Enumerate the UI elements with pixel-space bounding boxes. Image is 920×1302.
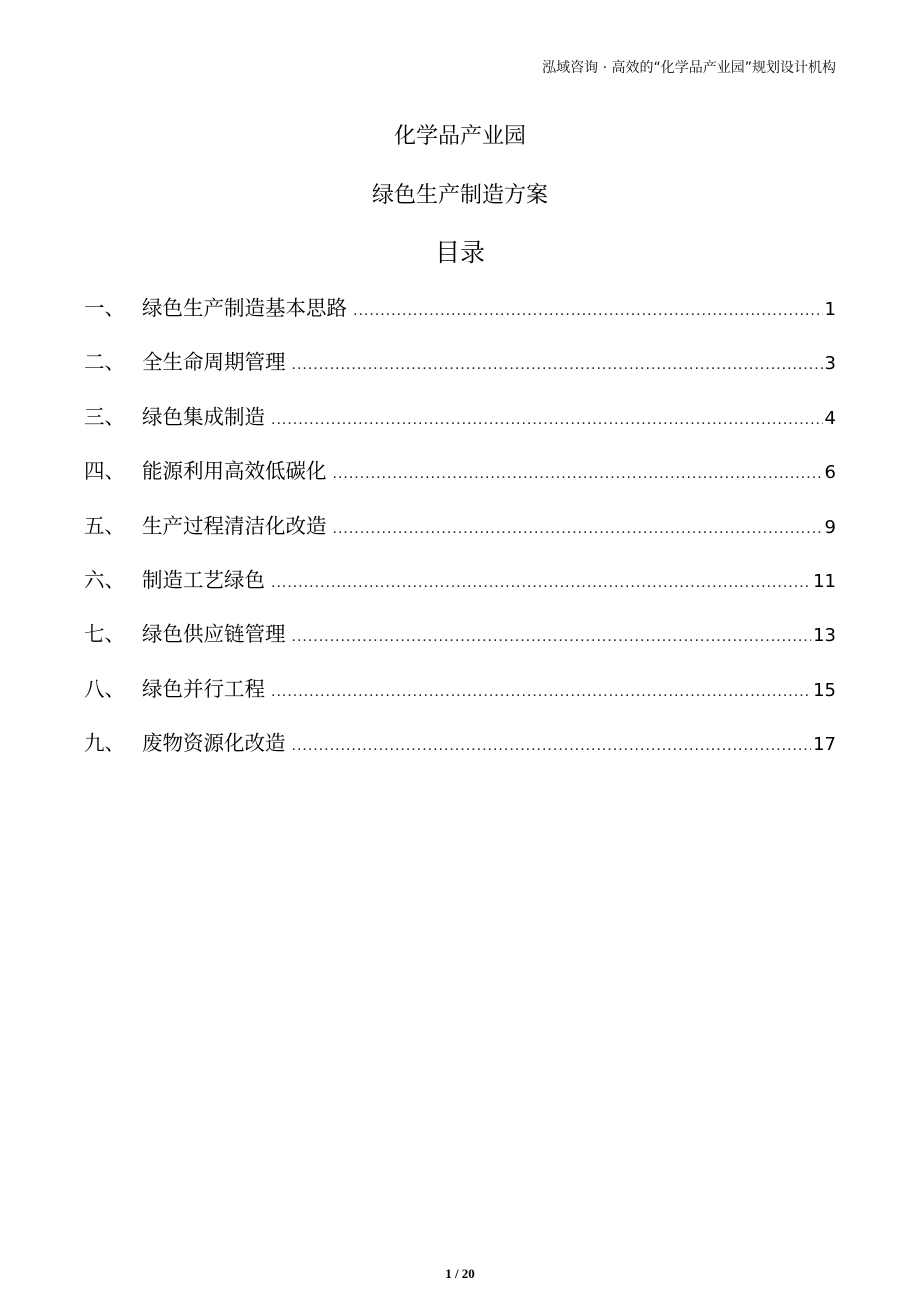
toc-dot-leader xyxy=(292,620,812,654)
toc-dot-leader xyxy=(271,675,811,709)
page-number: 1 / 20 xyxy=(445,1266,475,1281)
toc-entry-number: 六、 xyxy=(84,567,125,592)
toc-entry-page: 4 xyxy=(824,407,836,429)
toc-entry-label: 绿色供应链管理 xyxy=(142,622,286,647)
toc-dot-leader xyxy=(333,457,823,491)
toc-entry[interactable] xyxy=(84,345,836,399)
toc-dot-leader xyxy=(333,512,823,546)
toc-entry[interactable] xyxy=(84,672,836,726)
toc-entry-label: 能源利用高效低碳化 xyxy=(142,459,327,484)
toc-dot-leader xyxy=(271,403,823,437)
toc-dot-leader xyxy=(292,729,812,763)
toc-entry[interactable] xyxy=(84,726,836,780)
toc-entry-number: 一、 xyxy=(84,296,125,320)
toc-entry-number: 七、 xyxy=(84,622,125,647)
toc-entry-number: 八、 xyxy=(84,676,125,701)
document-title: 化学品产业园 xyxy=(393,124,526,149)
toc-entry-label: 生产过程清洁化改造 xyxy=(142,513,327,538)
toc-heading: 目录 xyxy=(434,238,485,267)
toc-entry-label: 绿色并行工程 xyxy=(142,676,265,701)
page-header: 泓域咨询 · 高效的“化学品产业园”规划设计机构 xyxy=(542,60,836,76)
toc-entry-page: 11 xyxy=(813,570,836,592)
toc-entry-page: 13 xyxy=(813,625,836,647)
toc-dot-leader xyxy=(353,294,823,328)
toc-entry[interactable] xyxy=(84,400,836,454)
toc-entry-page: 15 xyxy=(813,679,836,701)
toc-entry-label: 绿色集成制造 xyxy=(142,404,265,429)
toc-entry-number: 五、 xyxy=(84,513,125,538)
toc-entry-number: 九、 xyxy=(84,731,125,756)
toc-entry-number: 二、 xyxy=(84,350,125,375)
toc-entry-page: 1 xyxy=(824,299,836,320)
toc-entry-label: 废物资源化改造 xyxy=(142,731,286,756)
toc-entry-page: 6 xyxy=(824,462,836,484)
toc-entry-number: 三、 xyxy=(84,404,125,429)
toc-dot-leader xyxy=(271,566,811,600)
document-subtitle: 绿色生产制造方案 xyxy=(371,183,548,208)
toc-dot-leader xyxy=(292,348,823,382)
table-of-contents xyxy=(84,291,836,781)
toc-entry-label: 制造工艺绿色 xyxy=(142,567,265,592)
toc-entry-page: 9 xyxy=(824,516,836,538)
toc-entry[interactable] xyxy=(84,563,836,617)
toc-entry-label: 绿色生产制造基本思路 xyxy=(142,296,347,320)
toc-entry-page: 3 xyxy=(824,353,836,375)
toc-entry[interactable] xyxy=(84,291,836,345)
toc-entry-page: 17 xyxy=(813,734,836,756)
toc-entry[interactable] xyxy=(84,617,836,671)
toc-entry[interactable] xyxy=(84,509,836,563)
toc-entry-label: 全生命周期管理 xyxy=(142,350,286,375)
toc-entry-number: 四、 xyxy=(84,459,125,484)
toc-entry[interactable] xyxy=(84,454,836,508)
